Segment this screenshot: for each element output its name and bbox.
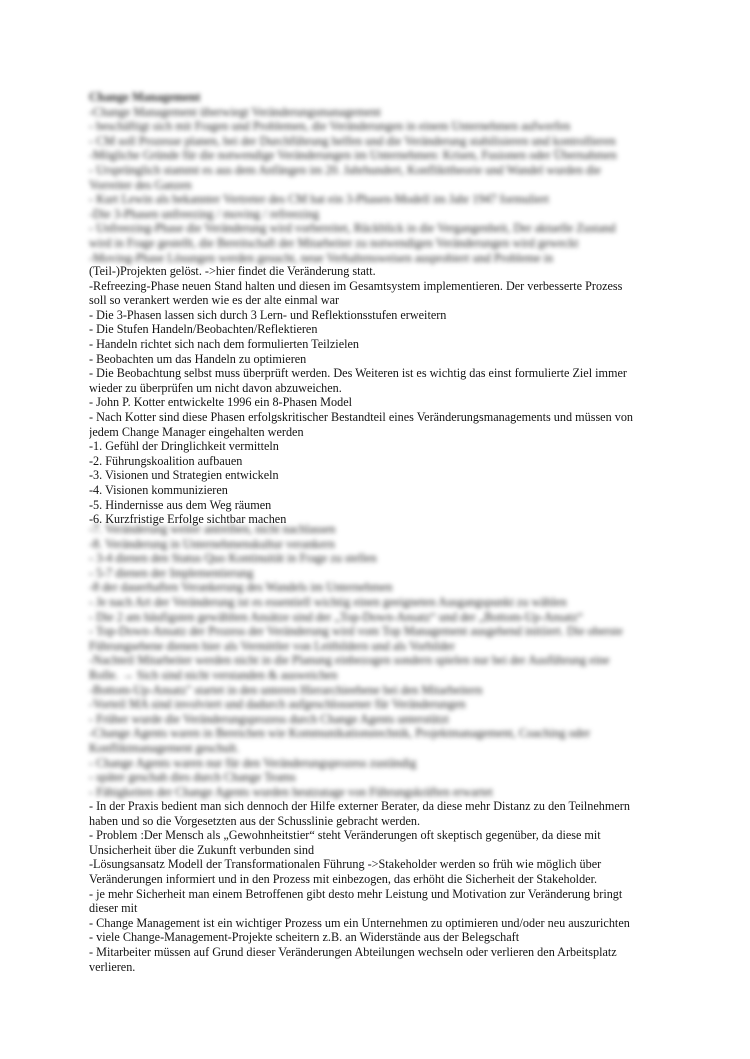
text-line: - Nach Kotter sind diese Phasen erfolgskritischer Bestandteil eines Veränderungsmanagements und müssen von bbox=[89, 409, 634, 424]
text-line: -Mögliche Gründe für die notwendige Veränderungen im Unternehmen: Krisen, Fusionen oder Übernahmen bbox=[89, 148, 617, 163]
text-line: - Beobachten um das Handeln zu optimieren bbox=[89, 351, 307, 366]
text-line: wieder zu überprüfen um nicht davon abzuweichen. bbox=[89, 380, 342, 395]
visible-text-bottom bbox=[89, 799, 659, 974]
text-line: soll so verankert werden wie es der alte einmal war bbox=[89, 293, 340, 308]
text-line: - 3-4 dienen den Status Quo Kontinuität in Frage zu stellen bbox=[89, 551, 377, 566]
text-line: (Teil-)Projekten gelöst. ->hier findet die Veränderung statt. bbox=[89, 264, 376, 278]
text-line: Vorreiter des Ganzen bbox=[89, 177, 192, 192]
text-line: -Change Agents waren in Bereichen wie Kommunikationstechnik, Projektmanagement, Coaching oder bbox=[89, 726, 591, 741]
text-line: - Die Stufen Handeln/Beobachten/Reflektieren bbox=[89, 322, 318, 337]
text-line: - Die 3-Phasen lassen sich durch 3 Lern- und Reflektionsstufen erweitern bbox=[89, 307, 447, 322]
text-line: haben und so die Vorgesetzten aus der Schusslinie gebracht werden. bbox=[89, 813, 421, 828]
text-line: wird in Frage gestellt, die Bereitschaft der Mitarbeiter zu notwendigen Veränderungen wird geweckt bbox=[89, 235, 579, 250]
text-line: -5. Hindernisse aus dem Weg räumen bbox=[89, 497, 272, 512]
text-line: Führungsebene dienen hier als Vermittler von Leitbildern und als Vorbilder bbox=[89, 638, 455, 653]
text-line: -Lösungsansatz Modell der Transformationalen Führung ->Stakeholder werden so früh wie möglich über bbox=[89, 857, 602, 872]
text-line: -6. Kurzfristige Erfolge sichtbar machen bbox=[89, 512, 287, 527]
text-line: -Moving-Phase Lösungen werden gesucht, neue Verhaltensweisen ausprobiert und Probleme in bbox=[89, 250, 554, 265]
text-line: jedem Change Manager eingehalten werden bbox=[89, 424, 304, 439]
text-line: Change Management bbox=[89, 90, 201, 104]
text-line: - Die Beobachtung selbst muss überprüft werden. Des Weiteren ist es wichtig das einst formulierte Ziel immer bbox=[89, 366, 627, 381]
text-line: -3. Visionen und Strategien entwickeln bbox=[89, 468, 279, 483]
text-line: -1. Gefühl der Dringlichkeit vermitteln bbox=[89, 439, 279, 454]
text-line: -Nachteil Mitarbeiter werden nicht in die Planung einbezogen sondern spielen nur bei der Ausführung eine bbox=[89, 653, 610, 668]
text-line: - Change Management ist ein wichtiger Prozess um ein Unternehmen zu optimieren und/oder neu auszurichten bbox=[89, 915, 630, 930]
text-line: Unsicherheit über die Zukunft verbunden sind bbox=[89, 842, 315, 857]
text-line: -Die 3-Phasen unfreezing / moving / refreezing bbox=[89, 206, 320, 221]
text-line: - Fähigkeiten der Change Agents wurden heutzutage von Führungskräften erwartet bbox=[89, 784, 493, 799]
text-line: -Bottom-Up-Ansatz" startet in den unteren Hierarchieebene bei den Mitarbeitern bbox=[89, 682, 483, 697]
text-line: - Handeln richtet sich nach dem formulierten Teilzielen bbox=[89, 336, 359, 351]
text-line: -Change Management überwiegt Veränderungsmanagement bbox=[89, 104, 381, 119]
text-line: - Unfreezing-Phase die Veränderung wird vorbereitet, Rückblick in die Vergangenheit, Der aktuelle Zustand bbox=[89, 221, 616, 236]
text-line: - Früher wurde die Veränderungsprozess durch Change Agents unterstützt bbox=[89, 711, 449, 726]
text-line: - Kurt Lewin als bekannter Vertreter des CM hat ein 3-Phasen-Modell im Jahr 1947 formuliert bbox=[89, 192, 550, 207]
text-line: - CM soll Prozesse planen, bei der Durchführung helfen und die Veränderung stabilisieren und kontrollieren bbox=[89, 133, 616, 148]
text-line: - In der Praxis bedient man sich dennoch der Hilfe externer Berater, da diese mehr Distanz zu den Teilnehmern bbox=[89, 799, 630, 813]
text-line: Veränderungen informiert und in den Prozess mit einbezogen, das erhöht die Sicherheit der Stakeholder. bbox=[89, 871, 597, 886]
text-line: -2. Führungskoalition aufbauen bbox=[89, 453, 243, 468]
text-line: -Vorteil MA sind involviert und dadurch aufgeschlossener für Veränderungen bbox=[89, 697, 466, 712]
text-line: - viele Change-Management-Projekte scheitern z.B. an Widerstände aus der Belegschaft bbox=[89, 930, 520, 945]
text-line: - Ursprünglich stammt es aus dem Anfängen im 20. Jahrhundert, Konflikttheorie und Wandel wurden die bbox=[89, 162, 601, 177]
text-line: - Je nach Art der Veränderung ist es essentiell wichtig einen geeigneten Ausgangspunkt zu wählen bbox=[89, 594, 567, 609]
blurred-text-top bbox=[89, 90, 659, 265]
text-line: Rolle. → Sich sind nicht verstanden & ausweichen bbox=[89, 667, 338, 682]
text-line: - je mehr Sicherheit man einem Betroffenen gibt desto mehr Leistung und Motivation zur Veränderung bringt bbox=[89, 886, 623, 901]
text-line: -4. Visionen kommunizieren bbox=[89, 482, 228, 497]
text-line: -Refreezing-Phase neuen Stand halten und diesen im Gesamtsystem implementieren. Der verbesserte Prozess bbox=[89, 278, 623, 293]
text-line: - Mitarbeiter müssen auf Grund dieser Veränderungen Abteilungen wechseln oder verlieren den Arbeitsplatz bbox=[89, 944, 617, 959]
visible-text-middle bbox=[89, 264, 659, 527]
text-line: - John P. Kotter entwickelte 1996 ein 8-Phasen Model bbox=[89, 395, 352, 410]
text-line: -8. Veränderung in Unternehmenskultur verankern bbox=[89, 536, 335, 551]
text-line: verlieren. bbox=[89, 959, 136, 974]
text-line: - Top-Down-Ansatz der Prozess der Veränderung wird vom Top Management ausgehend initiiert. Die oberste bbox=[89, 624, 623, 639]
text-line: - Problem :Der Mensch als „Gewohnheitstier“ steht Veränderungen oft skeptisch gegenüber, da diese mit bbox=[89, 828, 601, 843]
text-line: - 5-7 dienen der Implementierung bbox=[89, 565, 254, 580]
text-line: - Change Agents waren nur für den Veränderungsprozess zuständig bbox=[89, 755, 417, 770]
text-line: -7. Veränderung weiter antreiben, nicht nachlassen bbox=[89, 522, 336, 536]
text-line: - Die 2 am häufigsten gewählten Ansätze sind der „Top-Down-Ansatz“ und der „Bottom-Up-Ansatz“ bbox=[89, 609, 583, 624]
text-line: - beschäftigt sich mit Fragen und Problemen, die Veränderungen in einem Unternehmen aufwerfen bbox=[89, 119, 571, 134]
text-line: dieser mit bbox=[89, 901, 138, 916]
text-line: -8 der dauerhaften Verankerung des Wandels im Unternehmen bbox=[89, 580, 393, 595]
text-line: Konfliktmanagement geschult. bbox=[89, 740, 240, 755]
blurred-text-middle bbox=[89, 522, 659, 799]
text-line: - später geschah dies durch Change Teams bbox=[89, 770, 296, 785]
